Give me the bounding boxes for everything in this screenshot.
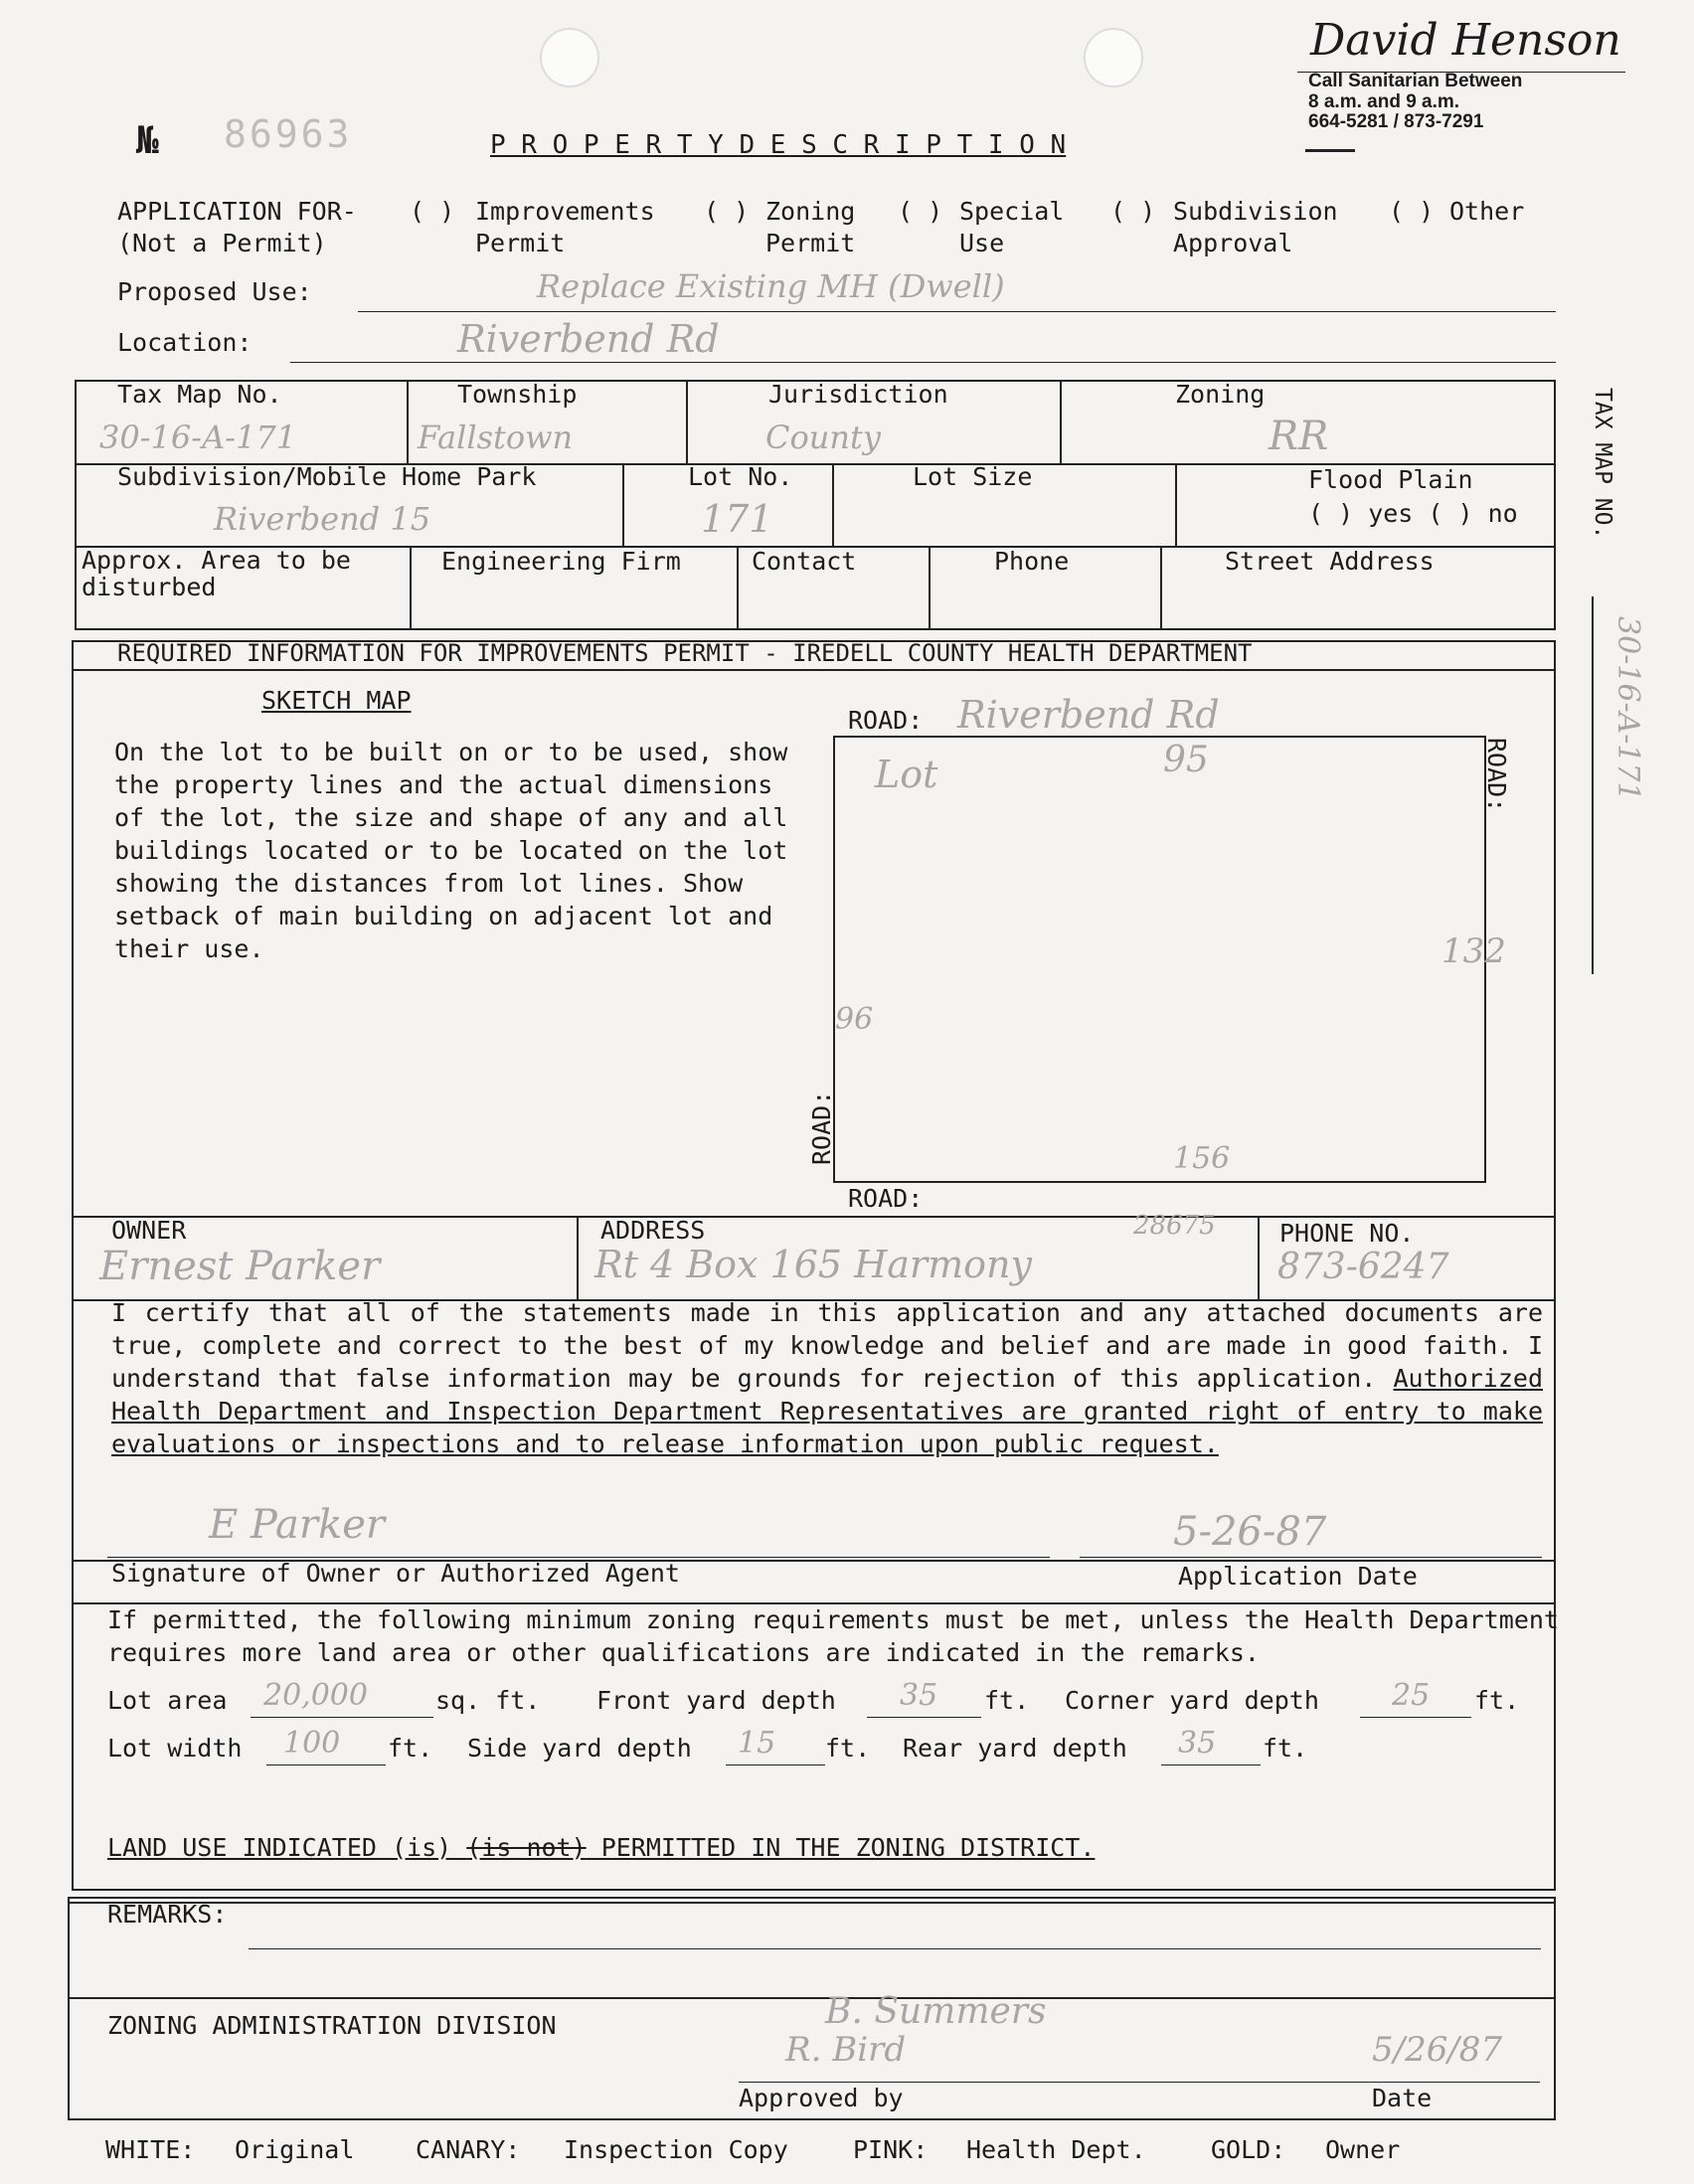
sketch-dim-right: 132 [1441, 931, 1506, 971]
address-label: ADDRESS [600, 1216, 706, 1245]
phone-no-label: PHONE NO. [1279, 1219, 1415, 1248]
location-value[interactable]: Riverbend Rd [457, 317, 720, 361]
address-value[interactable]: Rt 4 Box 165 Harmony [594, 1243, 1032, 1286]
approver-signature2[interactable]: R. Bird [785, 2030, 907, 2070]
copy-pink-value: Health Dept. [966, 2135, 1146, 2164]
side-tax-map-label: TAX MAP NO. [1590, 388, 1615, 540]
copy-white-value: Original [235, 2135, 355, 2164]
approval-date-label: Date [1372, 2084, 1433, 2112]
corner-yard-unit: ft. [1474, 1686, 1520, 1715]
application-date-label: Application Date [1178, 1562, 1418, 1591]
copy-pink-label: PINK: [853, 2135, 929, 2164]
not-a-permit-label: (Not a Permit) [117, 229, 327, 257]
option-improvements-label: Improvements [475, 197, 655, 226]
rear-yard-value[interactable]: 35 [1178, 1726, 1217, 1761]
rear-yard-unit: ft. [1263, 1734, 1308, 1763]
road-top-label: ROAD: [848, 706, 924, 735]
punch-hole-left [540, 28, 599, 87]
lot-size-label: Lot Size [913, 462, 1033, 491]
lot-area-value[interactable]: 20,000 [263, 1678, 368, 1713]
phone-no-value[interactable]: 873-6247 [1277, 1247, 1449, 1287]
jurisdiction-label: Jurisdiction [768, 380, 948, 409]
township-value[interactable]: Fallstown [418, 419, 574, 456]
copy-canary-label: CANARY: [416, 2135, 521, 2164]
call-sanitarian-line1: Call Sanitarian Between [1308, 71, 1523, 91]
option-special-use-checkbox[interactable]: ( ) [898, 197, 943, 226]
application-date-value[interactable]: 5-26-87 [1173, 1509, 1327, 1555]
lot-area-unit: sq. ft. [435, 1686, 541, 1715]
tax-map-label: Tax Map No. [117, 380, 282, 409]
option-special-use-label2: Use [959, 229, 1005, 257]
lot-width-value[interactable]: 100 [283, 1726, 341, 1761]
tax-map-value[interactable]: 30-16-A-171 [99, 419, 297, 456]
option-improvements-label2: Permit [475, 229, 566, 257]
side-yard-label: Side yard depth [467, 1734, 692, 1763]
call-sanitarian-phones: 664-5281 / 873-7291 [1308, 111, 1484, 132]
owner-signature[interactable]: E Parker [209, 1502, 386, 1548]
sketch-instructions: On the lot to be built on or to be used, show the property lines and the actual dimensions of the lot, the size and shape of any and all buildings located or to be located on the lot showing the distances from lot lines. Show setback of main building on adjacent lot and their use. [114, 738, 788, 963]
option-zoning-label2: Permit [765, 229, 856, 257]
side-yard-value[interactable]: 15 [738, 1726, 776, 1761]
sanitarian-signature: David Henson [1310, 15, 1621, 66]
option-zoning-checkbox[interactable]: ( ) [704, 197, 750, 226]
approval-date-value[interactable]: 5/26/87 [1372, 2030, 1503, 2070]
street-address-label: Street Address [1225, 547, 1435, 576]
area-disturbed-label2: disturbed [82, 573, 217, 601]
engineering-firm-label: Engineering Firm [441, 547, 681, 576]
subdivision-label: Subdivision/Mobile Home Park [117, 462, 537, 491]
number-label: № [136, 118, 159, 162]
contact-label: Contact [752, 547, 857, 576]
option-other-label: Other [1449, 197, 1525, 226]
road-left-label: ROAD: [807, 1090, 836, 1165]
option-other-checkbox[interactable]: ( ) [1389, 197, 1435, 226]
address-zip[interactable]: 28675 [1133, 1211, 1216, 1241]
road-right-label: ROAD: [1482, 738, 1511, 813]
front-yard-value[interactable]: 35 [900, 1678, 938, 1713]
zoning-value[interactable]: RR [1269, 414, 1329, 459]
side-tax-map-value: 30-16-A-171 [1610, 616, 1645, 801]
call-sanitarian-line2: 8 a.m. and 9 a.m. [1308, 91, 1460, 112]
sketch-lot-note: Lot [875, 753, 938, 796]
location-label: Location: [117, 328, 253, 357]
copy-canary-value: Inspection Copy [564, 2135, 788, 2164]
land-use-statement: LAND USE INDICATED (is) (is not) PERMITTED IN THE ZONING DISTRICT. [107, 1833, 1096, 1862]
lot-no-label: Lot No. [688, 462, 793, 491]
owner-value[interactable]: Ernest Parker [99, 1244, 381, 1289]
lot-no-value[interactable]: 171 [701, 497, 773, 541]
phone-label: Phone [994, 547, 1070, 576]
sketch-dim-top: 95 [1163, 740, 1209, 780]
copy-white-label: WHITE: [105, 2135, 196, 2164]
form-number: 86963 [224, 112, 353, 156]
road-top-value[interactable]: Riverbend Rd [957, 693, 1220, 737]
township-label: Township [457, 380, 578, 409]
proposed-use-value[interactable]: Replace Existing MH (Dwell) [537, 267, 1005, 305]
area-disturbed-label: Approx. Area to be [82, 546, 351, 575]
front-yard-unit: ft. [984, 1686, 1030, 1715]
approver-signature[interactable]: B. Summers [825, 1991, 1047, 2032]
zoning-intro: If permitted, the following minimum zoning requirements must be met, unless the Health Department requires more land area or other qualifications are indicated in the remarks. [107, 1605, 1559, 1667]
zoning-label: Zoning [1175, 380, 1266, 409]
form-title: P R O P E R T Y D E S C R I P T I O N [490, 130, 1067, 160]
road-bottom-label: ROAD: [848, 1184, 924, 1213]
option-subdivision-label: Subdivision [1173, 197, 1338, 226]
option-subdivision-label2: Approval [1173, 229, 1293, 257]
copy-gold-value: Owner [1325, 2135, 1401, 2164]
sketch-map-area[interactable] [833, 736, 1486, 1183]
option-improvements-checkbox[interactable]: ( ) [410, 197, 455, 226]
lot-area-label: Lot area [107, 1686, 228, 1715]
sketch-dim-left: 96 [835, 1002, 874, 1037]
lot-width-label: Lot width [107, 1734, 243, 1763]
required-info-header: REQUIRED INFORMATION FOR IMPROVEMENTS PERMIT - IREDELL COUNTY HEALTH DEPARTMENT [117, 639, 1253, 667]
option-zoning-label: Zoning [765, 197, 856, 226]
sketch-dim-bottom: 156 [1173, 1141, 1231, 1176]
signature-label: Signature of Owner or Authorized Agent [111, 1559, 680, 1588]
subdivision-value[interactable]: Riverbend 15 [214, 500, 431, 538]
proposed-use-label: Proposed Use: [117, 277, 312, 306]
front-yard-label: Front yard depth [596, 1686, 836, 1715]
flood-plain-label: Flood Plain [1308, 465, 1473, 494]
sketch-map-title: SKETCH MAP [261, 686, 412, 715]
lot-width-unit: ft. [388, 1734, 433, 1763]
rear-yard-label: Rear yard depth [903, 1734, 1127, 1763]
zoning-admin-label: ZONING ADMINISTRATION DIVISION [107, 2011, 557, 2040]
application-for-label: APPLICATION FOR- [117, 197, 357, 226]
approved-by-label: Approved by [739, 2084, 904, 2112]
owner-label: OWNER [111, 1216, 187, 1245]
certification-text: I certify that all of the statements made in this application and any attached documents are true, complete and correct to the best of my knowledge and belief and are made in good faith. I understand that false information may be grounds for rejection of this application. Authorized Health Department and Inspection Department Representatives are granted right of entry to make evaluations or inspections and to release information upon public request. [111, 1298, 1543, 1458]
copy-gold-label: GOLD: [1211, 2135, 1286, 2164]
corner-yard-value[interactable]: 25 [1392, 1678, 1431, 1713]
jurisdiction-value[interactable]: County [765, 419, 881, 456]
corner-yard-label: Corner yard depth [1065, 1686, 1319, 1715]
remarks-label: REMARKS: [107, 1900, 228, 1929]
side-yard-unit: ft. [825, 1734, 871, 1763]
option-special-use-label: Special [959, 197, 1065, 226]
punch-hole-right [1084, 28, 1143, 87]
option-subdivision-checkbox[interactable]: ( ) [1110, 197, 1156, 226]
flood-plain-options[interactable]: ( ) yes ( ) no [1308, 499, 1518, 528]
